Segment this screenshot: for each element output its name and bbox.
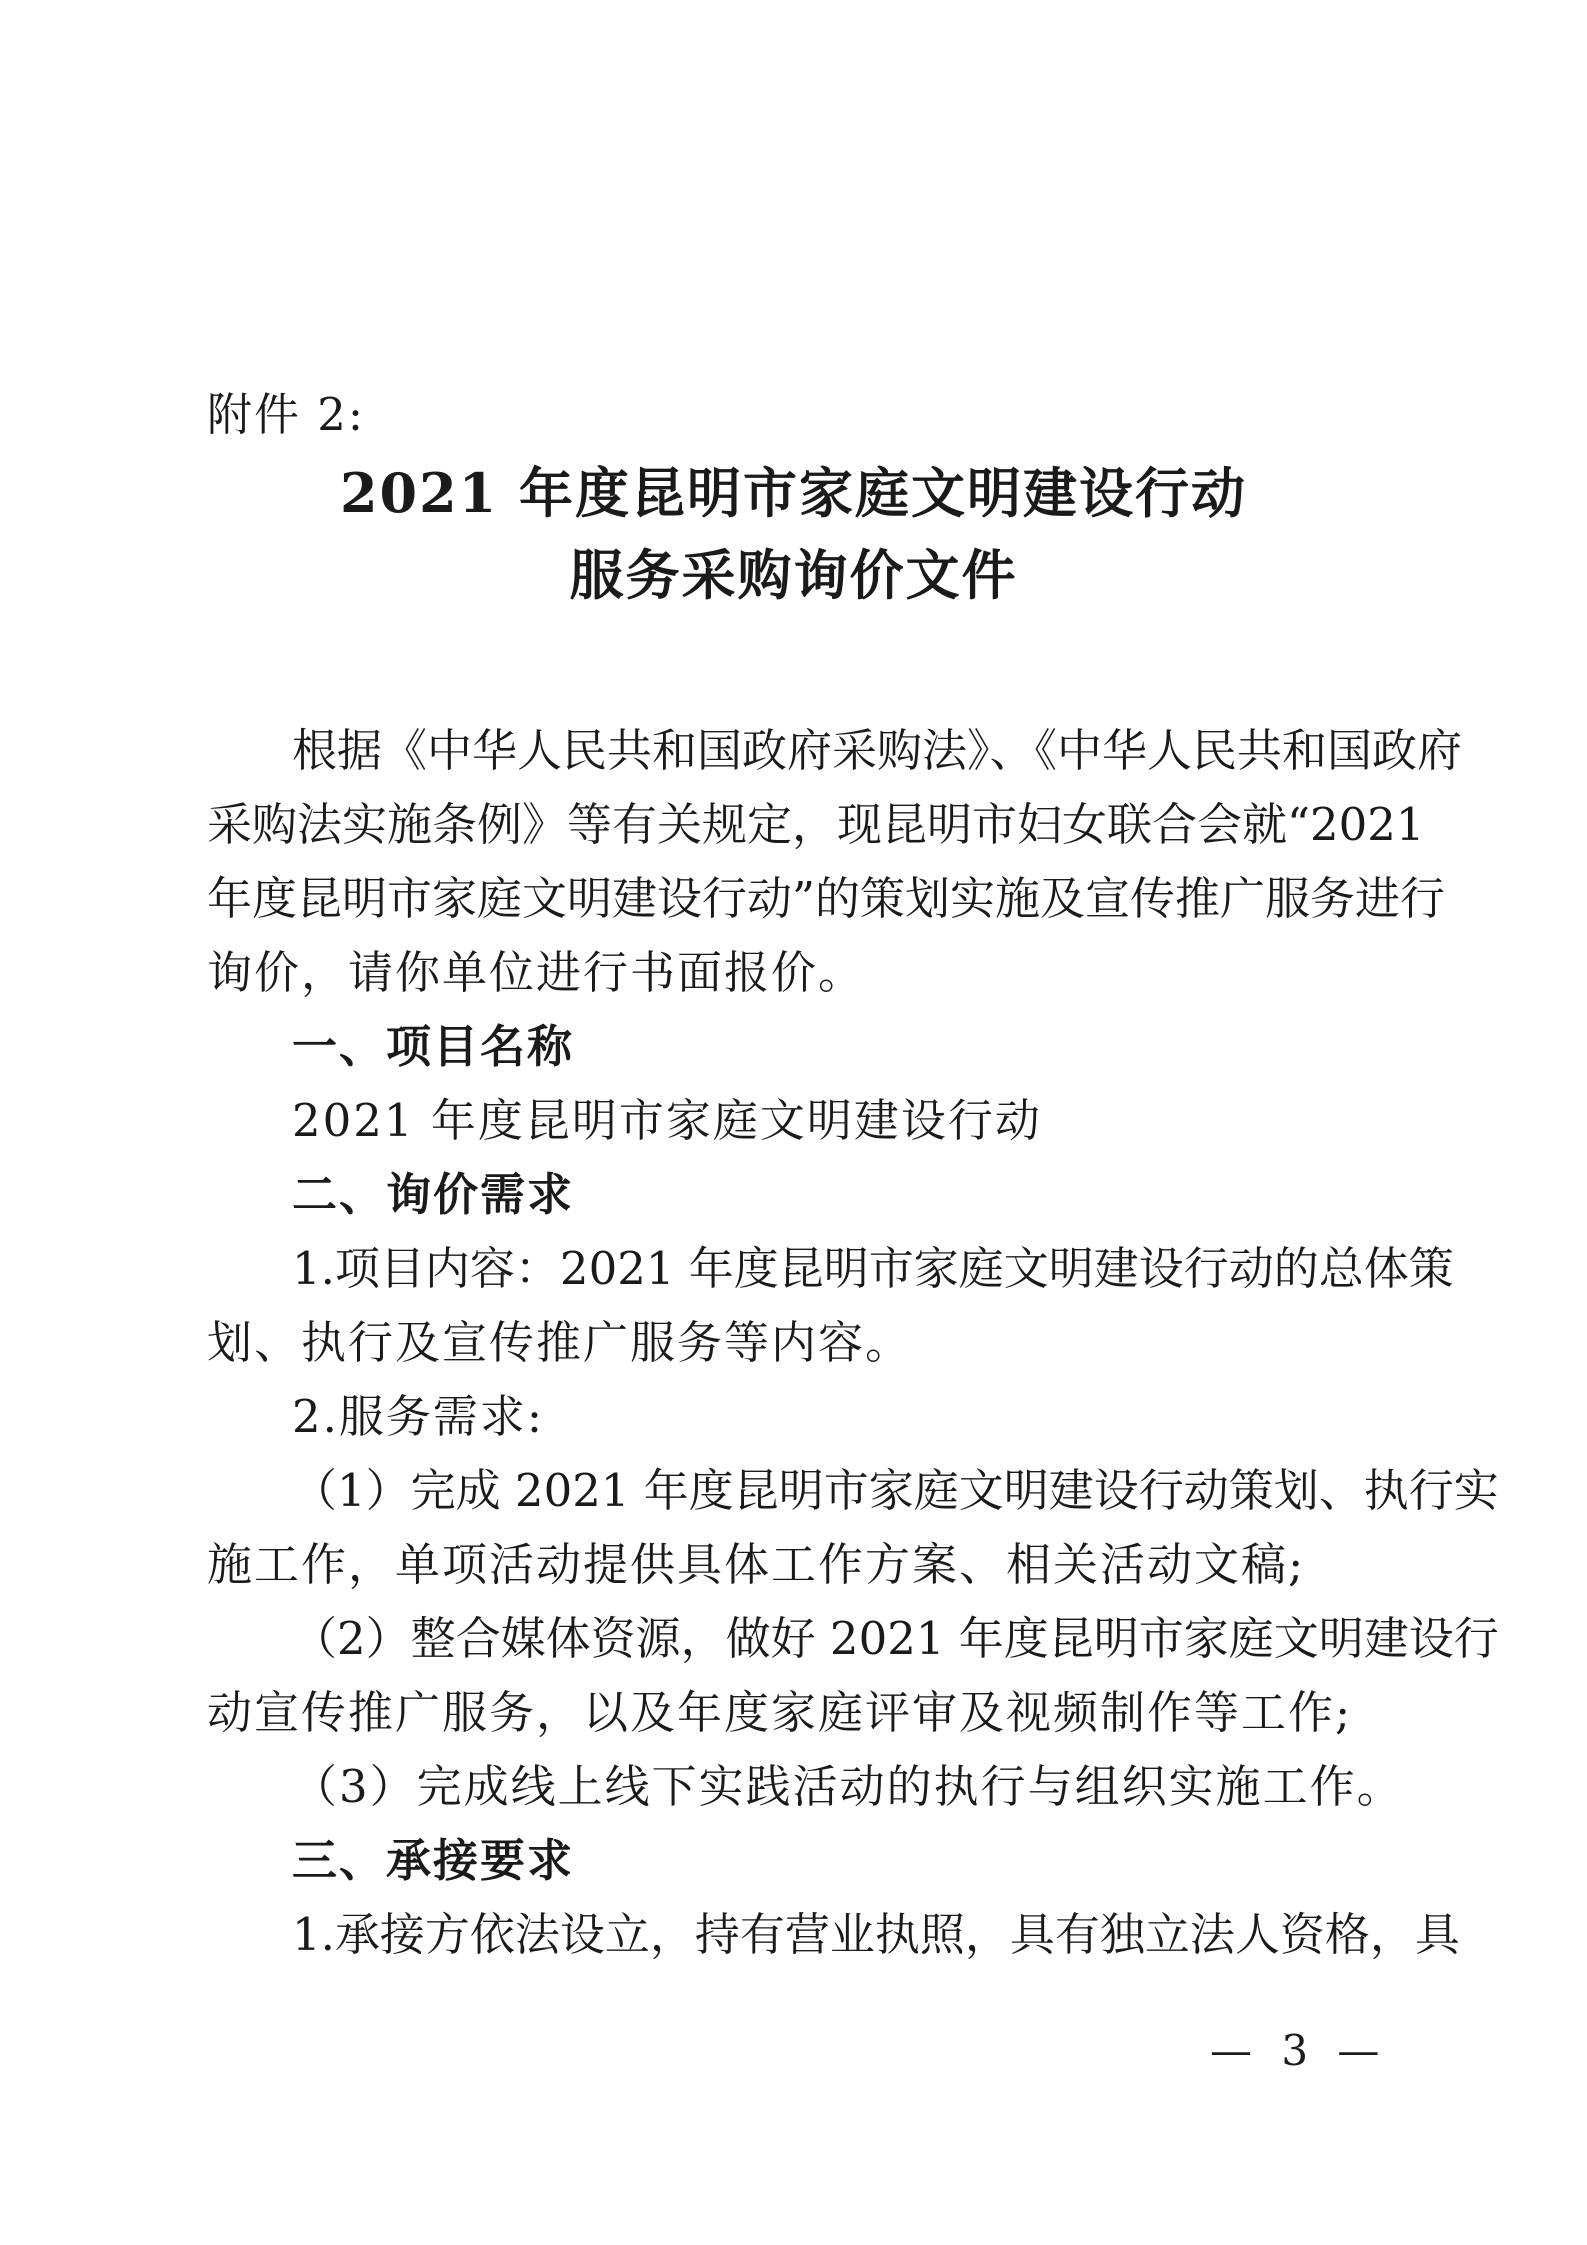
intro-line: 采购法实施条例》等有关规定，现昆明市妇女联合会就“2021 bbox=[207, 798, 1425, 851]
document-title-line1: 2021 年度昆明市家庭文明建设行动 bbox=[339, 461, 1248, 525]
intro-line: 年度昆明市家庭文明建设行动”的策划实施及宣传推广服务进行 bbox=[207, 872, 1446, 925]
contractor-requirement-line: 1.承接方依法设立，持有营业执照，具有独立法人资格，具 bbox=[292, 1908, 1460, 1961]
service-item-1-line: 施工作，单项活动提供具体工作方案、相关活动文稿; bbox=[207, 1538, 1306, 1591]
project-content-line: 划、执行及宣传推广服务等内容。 bbox=[207, 1316, 913, 1369]
attachment-label: 附件 2: bbox=[207, 388, 366, 441]
service-item-1-line: （1）完成 2021 年度昆明市家庭文明建设行动策划、执行实 bbox=[292, 1464, 1499, 1517]
service-requirement-label: 2.服务需求: bbox=[292, 1390, 545, 1443]
document-title-line2: 服务采购询价文件 bbox=[569, 543, 1018, 607]
page-number: — 3 — bbox=[1210, 2026, 1388, 2075]
section-heading-contractor-requirements: 三、承接要求 bbox=[292, 1834, 575, 1887]
project-content-line: 1.项目内容：2021 年度昆明市家庭文明建设行动的总体策 bbox=[292, 1242, 1454, 1295]
service-item-2-line: （2）整合媒体资源，做好 2021 年度昆明市家庭文明建设行 bbox=[292, 1612, 1499, 1665]
service-item-2-line: 动宣传推广服务，以及年度家庭评审及视频制作等工作; bbox=[207, 1686, 1353, 1739]
section-heading-inquiry-requirements: 二、询价需求 bbox=[292, 1168, 575, 1221]
intro-line: 询价，请你单位进行书面报价。 bbox=[207, 946, 866, 999]
intro-line: 根据《中华人民共和国政府采购法》、《中华人民共和国政府 bbox=[292, 724, 1463, 777]
project-name-text: 2021 年度昆明市家庭文明建设行动 bbox=[292, 1094, 1042, 1147]
section-heading-project-name: 一、项目名称 bbox=[292, 1020, 575, 1073]
service-item-3-line: （3）完成线上线下实践活动的执行与组织实施工作。 bbox=[292, 1760, 1404, 1813]
